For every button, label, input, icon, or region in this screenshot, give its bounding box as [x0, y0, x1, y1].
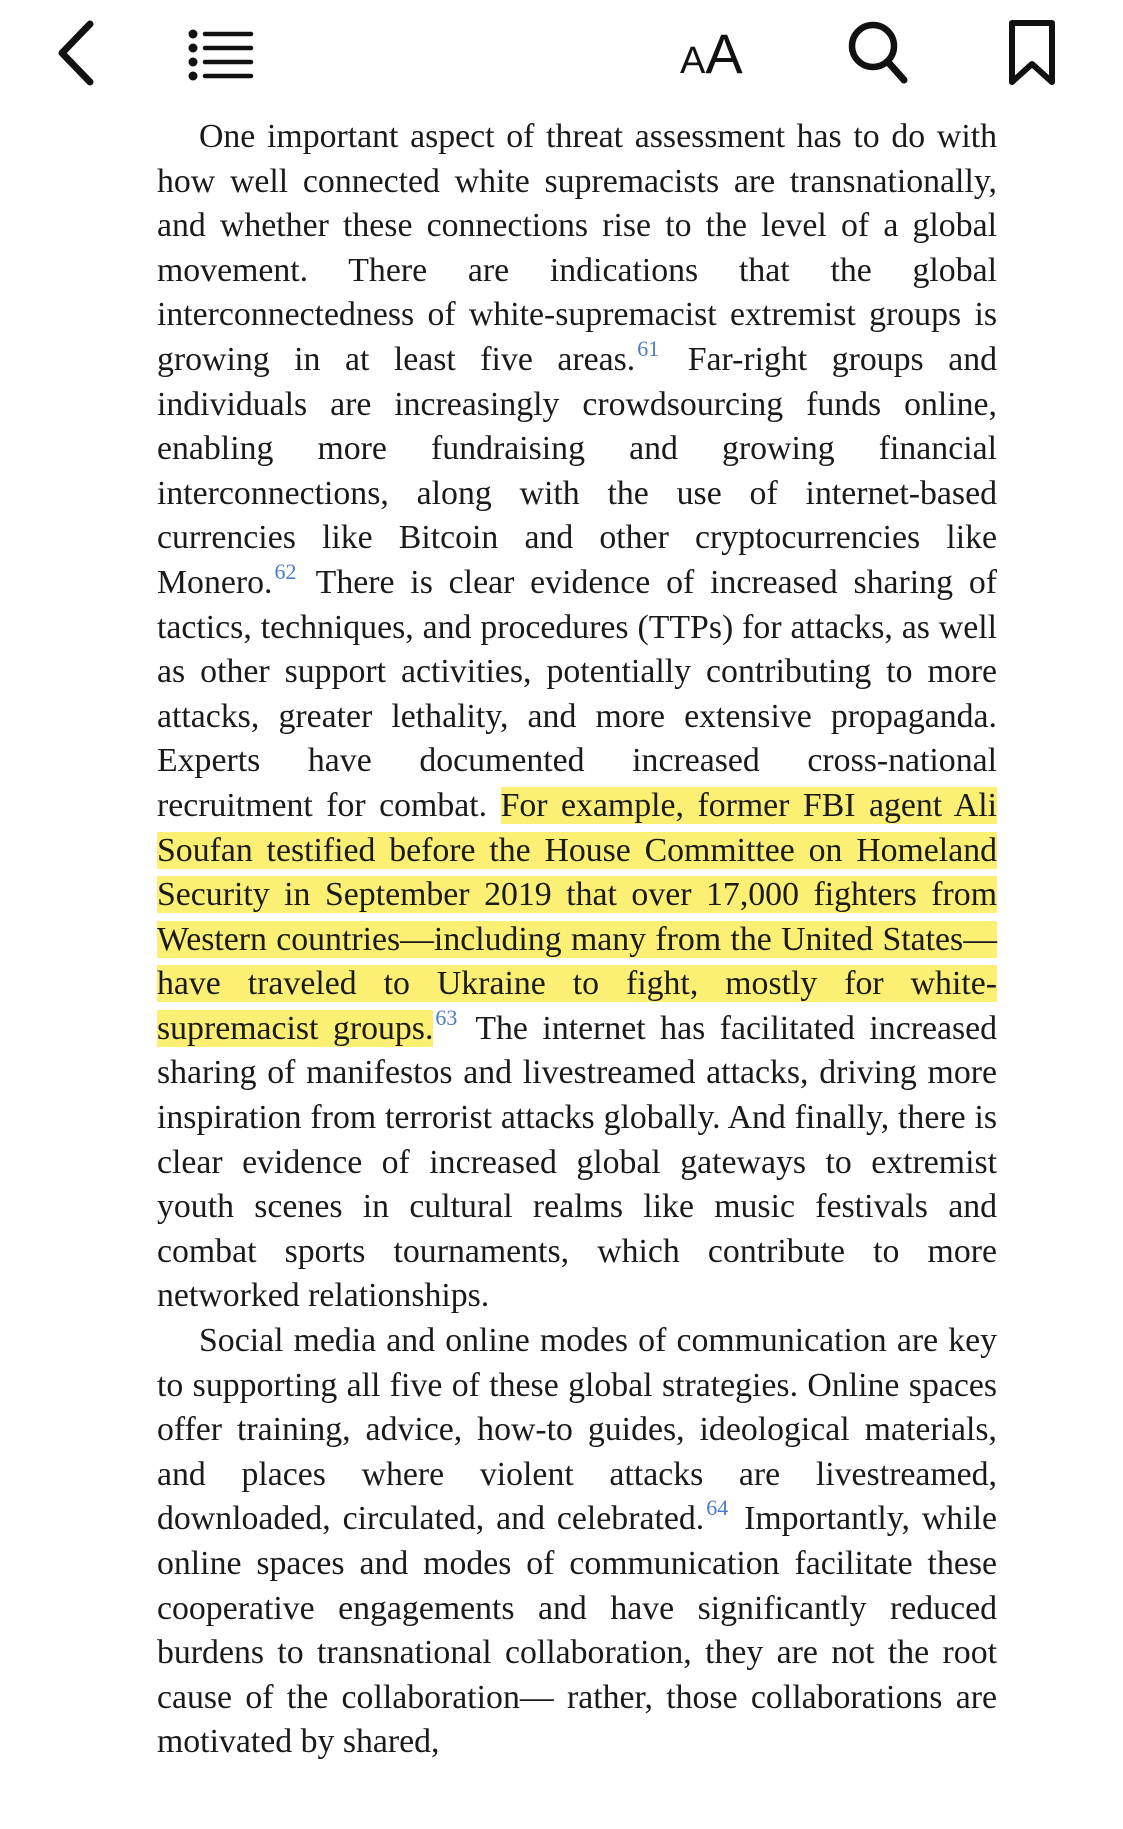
text-run: The internet has facilitated increased sharing of manifestos and livestreamed attacks, driving more inspiration from terrorist attacks globally. And finally, there is clear evidence of increased global gateways to extremist youth scenes in cultural realms like music festivals and combat sports tournaments, which contribute to more networked relationships.: [157, 1009, 998, 1315]
font-size-icon: [680, 22, 743, 85]
bookmark-icon[interactable]: [1006, 18, 1058, 88]
reader-toolbar: [0, 0, 1123, 115]
footnote-62[interactable]: 62: [274, 558, 297, 584]
highlighted-passage[interactable]: For example, former FBI agent Ali Soufan testified before the House Committee on Homeland Security in September 2019 that over 17,000 fighters from Western countries—including many from the United States—have traveled to Ukraine to fight, mostly for white-supremacist groups.: [157, 786, 997, 1047]
footnote-63[interactable]: 63: [435, 1004, 458, 1030]
paragraph-1: [157, 115, 997, 1319]
text-run: There is clear evidence of increased sharing of tactics, techniques, and procedures (TTPs) for attacks, as well as other support activities, potentially contributing to more attacks, greater lethality, and more extensive propaganda. Experts have documented increased cross-national recruitment for combat.: [157, 563, 997, 824]
footnote-61[interactable]: 61: [637, 335, 660, 361]
search-icon[interactable]: [846, 18, 910, 86]
text-run: One important aspect of threat assessment has to do with how well connected white supremacists are transnationally, and whether these connections rise to the level of a global movement. There are indications that the global interconnectedness of white-supremacist extremist groups is growing in at least five areas.: [157, 118, 997, 378]
book-page: [157, 115, 997, 1765]
footnote-64[interactable]: 64: [706, 1495, 729, 1521]
list-icon[interactable]: [188, 28, 254, 82]
font-size-small-label: A: [680, 40, 706, 82]
text-run: Far-right groups and individuals are increasingly crowdsourcing funds online, enabling more fundraising and growing financial interconnections, along with the use of internet-based currencies like Bitcoin and other cryptocurrencies like Monero.: [157, 340, 998, 601]
font-size-large-label: A: [705, 22, 743, 85]
font-size-button[interactable]: [680, 22, 760, 85]
text-run: Social media and online modes of communication are key to supporting all five of these global strategies. Online spaces offer training, advice, how-to guides, ideological materials, and places where violent attacks are livestreamed, downloaded, circulated, and celebrated.: [157, 1322, 997, 1538]
text-run: Importantly, while online spaces and modes of communication facilitate these cooperative engagements and have significantly reduced burdens to transnational collaboration, they are not the root cause of the collaboration— rather, those collaborations are motivated by shared,: [157, 1500, 997, 1761]
paragraph-2: [157, 1319, 997, 1765]
chevron-left-icon[interactable]: [52, 18, 102, 88]
